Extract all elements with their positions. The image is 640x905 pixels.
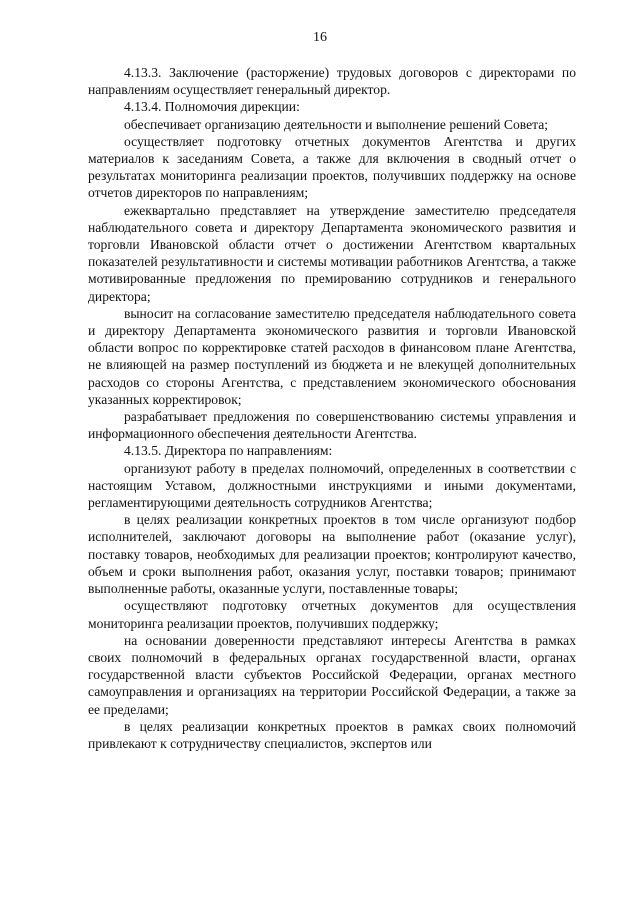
paragraph-directorate-duty-4: выносит на согласование заместителю председателя наблюдательного совета и директору Департамента экономического развития и торговли Ивановской области вопрос по корректировке статей расходов в финансовом плане Агентства, не влияющей на размер поступлений из бюджета и не влекущей дополнительных расходов со стороны Агентства, с представлением экономического обоснования указанных корректировок; xyxy=(88,305,576,407)
paragraph-director-duty-4: на основании доверенности представляют интересы Агентства в рамках своих полномочий в федеральных органах государственной власти, органах государственной власти субъектов Российской Федерации, органах местного самоуправления и организациях на территории Российской Федерации, а также за ее пределами; xyxy=(88,632,576,717)
paragraph-4-13-5-heading: 4.13.5. Директора по направлениям: xyxy=(124,443,333,459)
document-body xyxy=(88,64,576,752)
paragraph-4-13-3: 4.13.3. Заключение (расторжение) трудовых договоров с директорами по направлениям осуществляет генеральный директор. xyxy=(88,65,576,98)
paragraph-director-duty-1: организуют работу в пределах полномочий, определенных в соответствии с настоящим Уставом, должностными инструкциями и иными документами, регламентирующими деятельность сотрудников Агентства; xyxy=(88,460,576,511)
paragraph-directorate-duty-5: разрабатывает предложения по совершенствованию системы управления и информационного обеспечения деятельности Агентства. xyxy=(88,409,576,442)
paragraph-directorate-duty-3: ежеквартально представляет на утверждение заместителю председателя наблюдательного совета и директору Департамента экономического развития и торговли Ивановской области отчет о достижении Агентством квартальных показателей результативности и системы мотивации работников Агентства, а также мотивированные предложения по премированию сотрудников и генерального директора; xyxy=(88,202,576,304)
paragraph-directorate-duty-2: осуществляет подготовку отчетных документов Агентства и других материалов к заседаниям Совета, а также для включения в сводный отчет о результатах мониторинга реализации проектов, получивших поддержку на основе отчетов директоров по направлениям; xyxy=(88,133,576,201)
page-number: 16 xyxy=(313,30,327,45)
paragraph-directorate-duty-1: обеспечивает организацию деятельности и выполнение решений Совета; xyxy=(124,116,549,132)
paragraph-4-13-4-heading: 4.13.4. Полномочия дирекции: xyxy=(124,99,300,115)
paragraph-director-duty-2: в целях реализации конкретных проектов в том числе организуют подбор исполнителей, заключают договоры на выполнение работ (оказание услуг), поставку товаров, необходимых для реализации проектов; контролируют качество, объем и сроки выполнения работ, оказания услуг, поставки товаров; принимают выполненные работы, оказанные услуги, поставленные товары; xyxy=(88,512,576,597)
paragraph-director-duty-3: осуществляют подготовку отчетных документов для осуществления мониторинга реализации проектов, получивших поддержку; xyxy=(88,598,576,631)
paragraph-director-duty-5: в целях реализации конкретных проектов в рамках своих полномочий привлекают к сотрудничеству специалистов, экспертов или xyxy=(88,718,576,751)
